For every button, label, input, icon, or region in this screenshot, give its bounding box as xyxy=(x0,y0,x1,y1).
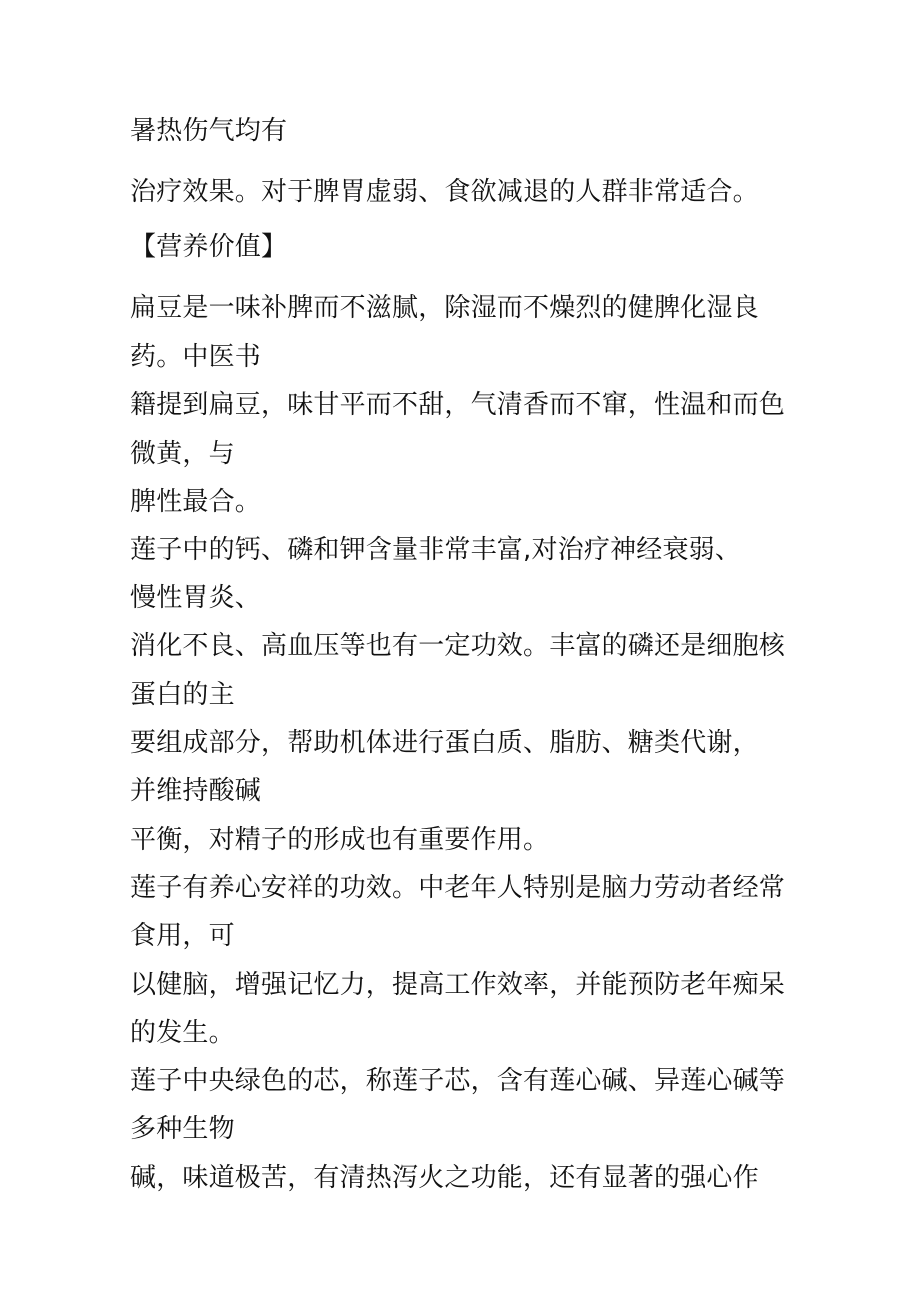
text-line: 碱，味道极苦，有清热泻火之功能，还有显著的强心作 xyxy=(130,1163,759,1193)
text-line: 并维持酸碱 xyxy=(130,776,262,806)
text-line: 慢性胃炎、 xyxy=(130,583,262,613)
text-line: 多种生物 xyxy=(130,1114,235,1144)
text-line: 莲子中央绿色的芯，称莲子芯，含有莲心碱、异莲心碱等 xyxy=(130,1066,786,1096)
text-line: 微黄，与 xyxy=(130,439,235,469)
text-line: 蛋白的主 xyxy=(130,680,235,710)
text-line: 暑热伤气均有 xyxy=(130,116,288,146)
text-line: 脾性最合。 xyxy=(130,487,262,517)
text-line: 的发生。 xyxy=(130,1018,235,1048)
section-heading: 【营养价值】 xyxy=(130,232,288,262)
text-line: 治疗效果。对于脾胃虚弱、食欲减退的人群非常适合。 xyxy=(130,177,759,207)
text-line: 平衡，对精子的形成也有重要作用。 xyxy=(130,825,550,855)
text-line: 莲子中的钙、磷和钾含量非常丰富,对治疗神经衰弱、 xyxy=(130,535,742,565)
text-line: 药。中医书 xyxy=(130,342,262,372)
text-line: 莲子有养心安祥的功效。中老年人特别是脑力劳动者经常 xyxy=(130,873,786,903)
text-line: 消化不良、高血压等也有一定功效。丰富的磷还是细胞核 xyxy=(130,631,786,661)
text-line: 以健脑，增强记忆力，提高工作效率，并能预防老年痴呆 xyxy=(130,970,786,1000)
text-line: 扁豆是一味补脾而不滋腻，除湿而不燥烈的健脾化湿良 xyxy=(130,293,759,323)
text-line: 要组成部分，帮助机体进行蛋白质、脂肪、糖类代谢， xyxy=(130,728,759,758)
text-line: 食用，可 xyxy=(130,921,235,951)
text-line: 籍提到扁豆，味甘平而不甜，气清香而不窜，性温和而色 xyxy=(130,390,786,420)
